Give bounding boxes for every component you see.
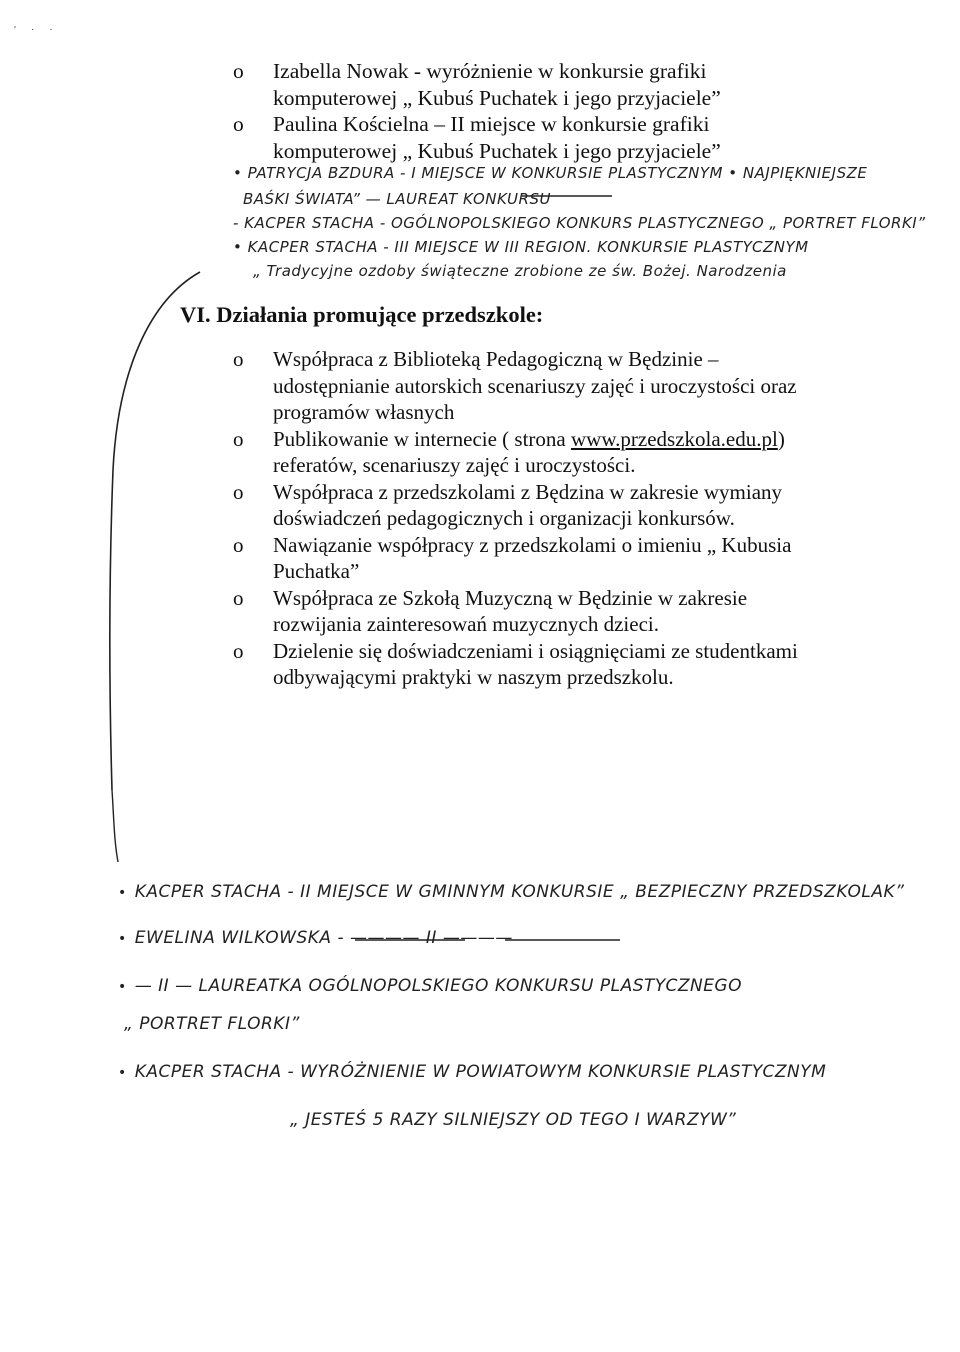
bullet-marker: o	[233, 347, 244, 371]
bullet-marker: o	[233, 532, 244, 557]
handwritten-note: • PATRYCJA BZDURA - I MIEJSCE W KONKURSIE PLASTYCZNYM • NAJPIĘKNIEJSZE	[233, 164, 868, 182]
handwritten-note: BAŚKI ŚWIATA” — LAUREAT KONKURSU	[243, 190, 551, 208]
bullet-marker: o	[233, 59, 244, 83]
handwritten-text: KACPER STACHA - II MIEJSCE W GMINNYM KONKURSIE „ BEZPIECZNY PRZEDSZKOLAK”	[134, 882, 905, 902]
list-item-text: Współpraca ze Szkołą Muzyczną w Będzinie w zakresie rozwijania zainteresowań muzycznych dzieci.	[273, 585, 748, 636]
margin-bracket-lower	[112, 790, 118, 862]
list-item-text: Izabella Nowak - wyróżnienie w konkursie grafiki komputerowej „ Kubuś Puchatek i jego przyjaciele”	[273, 59, 721, 110]
bullet-marker: o	[233, 479, 244, 504]
handwritten-text: „ JESTEŚ 5 RAZY SILNIEJSZY OD TEGO I WARZYW”	[290, 1110, 737, 1130]
handwritten-note: - KACPER STACHA - OGÓLNOPOLSKIEGO KONKURS PLASTYCZNEGO „ PORTRET FLORKI”	[233, 214, 926, 232]
handwritten-text: EWELINA WILKOWSKA - ———— II ————	[134, 928, 513, 948]
bullet-marker: o	[233, 585, 244, 610]
list-item-text: Nawiązanie współpracy z przedszkolami o imieniu „ Kubusia Puchatka”	[273, 532, 792, 583]
margin-bracket-curve	[110, 272, 200, 790]
handwritten-note: „ Tradycyjne ozdoby świąteczne zrobione ze św. Bożej. Narodzenia	[253, 262, 787, 280]
section-heading: VI. Działania promujące przedszkole:	[180, 302, 544, 327]
list-item-text: Dzielenie się doświadczeniami i osiągnięciami ze studentkami odbywającymi praktyki w naszym przedszkolu.	[273, 638, 798, 689]
bullet-marker: o	[233, 638, 244, 663]
handwritten-note: • KACPER STACHA - III MIEJSCE W III REGION. KONKURSIE PLASTYCZNYM	[233, 238, 809, 256]
list-item-text: Publikowanie w internecie ( strona	[273, 426, 571, 451]
list-item-text: Współpraca z przedszkolami z Będzina w zakresie wymiany doświadczeń pedagogicznych i organizacji konkursów.	[273, 479, 783, 530]
handwritten-text: KACPER STACHA - WYRÓŻNIENIE W POWIATOWYM KONKURSIE PLASTYCZNYM	[134, 1062, 827, 1082]
bullet-marker: •	[118, 1065, 127, 1081]
corner-marks: ' · ·	[14, 24, 59, 36]
bullet-marker: o	[233, 112, 244, 136]
list-item-text: Paulina Kościelna – II miejsce w konkursie grafiki komputerowej „ Kubuś Puchatek i jego przyjaciele”	[273, 112, 721, 163]
bullet-marker: •	[118, 885, 127, 901]
website-link[interactable]: www.przedszkola.edu.pl	[571, 426, 778, 451]
handwritten-text: — II — LAUREATKA OGÓLNOPOLSKIEGO KONKURSU PLASTYCZNEGO	[134, 976, 742, 996]
bullet-marker: o	[233, 426, 244, 451]
handwritten-text: „ PORTRET FLORKI”	[124, 1014, 300, 1034]
list-item-text: Współpraca z Biblioteką Pedagogiczną w Będzinie – udostępnianie autorskich scenariuszy zajęć i uroczystości oraz programów własnych	[273, 347, 797, 424]
list-item-text: ) referatów, scenariuszy zajęć i uroczystości.	[273, 426, 785, 477]
bullet-marker: •	[118, 979, 127, 995]
bullet-marker: •	[118, 931, 127, 947]
